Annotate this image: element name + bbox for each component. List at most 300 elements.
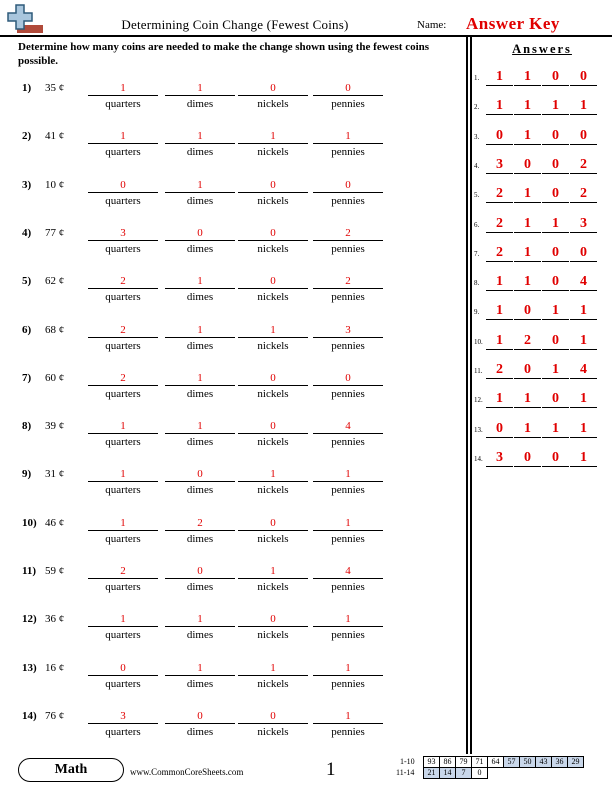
coin-label: dimes bbox=[186, 98, 214, 110]
answer-value: 4 bbox=[570, 273, 597, 291]
coin-answer: 1 bbox=[197, 371, 203, 384]
problem-amount: 60 ¢ bbox=[45, 371, 65, 384]
instructions: Determine how many coins are needed to make the change shown using the fewest coins possible. bbox=[18, 41, 430, 67]
coin-label: nickels bbox=[257, 677, 289, 690]
answer-value: 0 bbox=[570, 244, 597, 262]
answer-value: 2 bbox=[514, 332, 541, 350]
problem-number: 10) bbox=[22, 516, 37, 529]
coin-slot bbox=[165, 372, 235, 401]
coin-slot bbox=[238, 324, 308, 353]
coin-slot bbox=[88, 468, 158, 497]
problem-number: 4) bbox=[22, 226, 32, 239]
coin-answer: 1 bbox=[270, 565, 276, 577]
score-cell: 64 bbox=[488, 757, 504, 768]
coin-label: quarters bbox=[105, 581, 141, 593]
coin-answer: 0 bbox=[270, 516, 276, 529]
answer-line bbox=[165, 723, 235, 724]
coin-answer: 3 bbox=[120, 709, 126, 722]
answer-line bbox=[238, 143, 308, 144]
problem-amount: 35 ¢ bbox=[45, 82, 65, 94]
coin-label: pennies bbox=[331, 98, 365, 110]
answer-line bbox=[165, 675, 235, 676]
answer-value: 2 bbox=[570, 156, 597, 174]
answer-number: 14. bbox=[474, 454, 483, 463]
coin-answer: 0 bbox=[270, 371, 276, 384]
coin-slot bbox=[165, 324, 235, 353]
answer-value: 0 bbox=[542, 273, 569, 291]
answers-heading: Answers bbox=[512, 42, 572, 56]
coin-answer: 1 bbox=[345, 613, 351, 626]
score-cell: 29 bbox=[568, 757, 584, 768]
answer-line bbox=[165, 481, 235, 482]
answer-line bbox=[165, 240, 235, 241]
coin-answer: 0 bbox=[270, 178, 276, 191]
coin-answer: 0 bbox=[270, 226, 276, 239]
problem-number: 14) bbox=[22, 709, 37, 722]
coin-answer: 0 bbox=[120, 661, 126, 674]
answer-number: 3. bbox=[474, 132, 480, 141]
score-cell: 36 bbox=[552, 757, 568, 768]
problem-amount: 76 ¢ bbox=[45, 709, 65, 722]
answer-value: 0 bbox=[514, 302, 541, 320]
coin-slot bbox=[238, 82, 308, 111]
coin-answer: 1 bbox=[197, 130, 203, 143]
answer-value: 2 bbox=[570, 185, 597, 203]
answer-line bbox=[88, 143, 158, 144]
answer-value: 4 bbox=[570, 361, 597, 379]
coin-label: dimes bbox=[186, 242, 214, 255]
coin-slot bbox=[238, 227, 308, 256]
answer-line bbox=[238, 675, 308, 676]
coin-slot bbox=[88, 227, 158, 256]
answer-value: 0 bbox=[542, 390, 569, 408]
answer-value: 1 bbox=[514, 273, 541, 291]
score-table bbox=[423, 756, 584, 779]
answer-value: 1 bbox=[542, 97, 569, 115]
coin-slot bbox=[313, 372, 383, 401]
coin-slot bbox=[313, 613, 383, 642]
coin-label: dimes bbox=[186, 291, 214, 304]
problem-amount: 68 ¢ bbox=[45, 323, 65, 336]
answer-number: 1. bbox=[474, 74, 480, 82]
coin-label: dimes bbox=[186, 581, 214, 593]
coin-answer: 0 bbox=[270, 709, 276, 722]
answer-row bbox=[474, 97, 610, 117]
coin-slot bbox=[313, 179, 383, 208]
coin-label: nickels bbox=[257, 242, 289, 255]
coin-answer: 2 bbox=[120, 323, 126, 336]
answer-line bbox=[165, 578, 235, 579]
answer-line bbox=[313, 95, 383, 96]
coin-label: nickels bbox=[257, 194, 289, 207]
answer-line bbox=[165, 626, 235, 627]
coin-slot bbox=[165, 82, 235, 111]
problem-row bbox=[0, 179, 466, 223]
score-row-label: 1-10 bbox=[400, 757, 415, 766]
coin-slot bbox=[238, 372, 308, 401]
answer-line bbox=[238, 95, 308, 96]
answer-line bbox=[313, 723, 383, 724]
problem-amount: 46 ¢ bbox=[45, 516, 65, 529]
answer-value: 1 bbox=[514, 390, 541, 408]
score-row bbox=[424, 757, 584, 768]
answer-line bbox=[238, 578, 308, 579]
coin-slot bbox=[238, 710, 308, 739]
page-number: 1 bbox=[326, 759, 336, 780]
answer-line bbox=[165, 143, 235, 144]
problem-number: 12) bbox=[22, 613, 37, 626]
coin-slot bbox=[88, 613, 158, 642]
coin-slot bbox=[88, 82, 158, 111]
coin-label: quarters bbox=[105, 98, 141, 110]
coin-answer: 1 bbox=[345, 468, 351, 481]
answer-line bbox=[165, 433, 235, 434]
coin-label: pennies bbox=[331, 581, 365, 593]
problem-row bbox=[0, 710, 466, 754]
answer-number: 7. bbox=[474, 249, 480, 258]
answer-line bbox=[88, 578, 158, 579]
coin-slot bbox=[165, 227, 235, 256]
coin-label: quarters bbox=[105, 484, 141, 497]
coin-slot bbox=[88, 372, 158, 401]
coin-slot bbox=[238, 613, 308, 642]
answer-line bbox=[238, 481, 308, 482]
answer-line bbox=[88, 481, 158, 482]
answer-line bbox=[313, 240, 383, 241]
score-cell: 71 bbox=[472, 757, 488, 768]
answer-line bbox=[88, 675, 158, 676]
coin-slot bbox=[88, 662, 158, 691]
answer-line bbox=[313, 481, 383, 482]
score-cell: 79 bbox=[456, 757, 472, 768]
score-cell-empty bbox=[536, 768, 552, 779]
column-divider bbox=[470, 36, 472, 754]
coin-slot bbox=[238, 130, 308, 159]
answer-value: 0 bbox=[570, 68, 597, 86]
answer-line bbox=[165, 530, 235, 531]
answer-row bbox=[474, 332, 610, 352]
problem-number: 9) bbox=[22, 468, 32, 481]
answer-line bbox=[238, 337, 308, 338]
answer-line bbox=[313, 626, 383, 627]
coin-answer: 0 bbox=[270, 613, 276, 626]
coin-answer: 0 bbox=[197, 565, 203, 577]
coin-answer: 1 bbox=[120, 613, 126, 626]
problem-number: 1) bbox=[22, 82, 32, 94]
coin-label: nickels bbox=[257, 98, 289, 110]
problem-number: 3) bbox=[22, 178, 32, 191]
problem-row bbox=[0, 227, 466, 271]
score-cell: 21 bbox=[424, 768, 440, 779]
score-cell: 86 bbox=[440, 757, 456, 768]
answer-row bbox=[474, 390, 610, 410]
coin-slot bbox=[313, 420, 383, 449]
coin-answer: 4 bbox=[345, 565, 351, 577]
coin-answer: 0 bbox=[197, 226, 203, 239]
coin-answer: 0 bbox=[197, 709, 203, 722]
answer-row bbox=[474, 68, 610, 88]
answer-value: 0 bbox=[542, 185, 569, 203]
problem-row bbox=[0, 275, 466, 319]
coin-slot bbox=[313, 82, 383, 111]
answer-line bbox=[313, 192, 383, 193]
coin-label: pennies bbox=[331, 436, 365, 449]
coin-label: pennies bbox=[331, 725, 365, 738]
coin-answer: 1 bbox=[197, 420, 203, 433]
coin-slot bbox=[313, 662, 383, 691]
coin-label: nickels bbox=[257, 725, 289, 738]
answer-line bbox=[165, 337, 235, 338]
coin-label: quarters bbox=[105, 436, 141, 449]
answer-line bbox=[313, 385, 383, 386]
coin-label: dimes bbox=[186, 146, 214, 159]
coin-slot bbox=[313, 517, 383, 546]
coin-slot bbox=[88, 420, 158, 449]
answer-number: 12. bbox=[474, 396, 483, 405]
answer-line bbox=[238, 385, 308, 386]
answer-line bbox=[88, 192, 158, 193]
coin-label: pennies bbox=[331, 532, 365, 545]
problem-row bbox=[0, 420, 466, 464]
coin-label: nickels bbox=[257, 581, 289, 593]
score-row-label: 11-14 bbox=[396, 768, 415, 777]
answer-row bbox=[474, 127, 610, 147]
coin-slot bbox=[88, 130, 158, 159]
score-cell-empty bbox=[504, 768, 520, 779]
coin-label: quarters bbox=[105, 242, 141, 255]
answer-value: 0 bbox=[542, 244, 569, 262]
problem-amount: 16 ¢ bbox=[45, 661, 65, 674]
answer-value: 1 bbox=[570, 97, 597, 115]
problem-row bbox=[0, 662, 466, 706]
answer-value: 0 bbox=[514, 449, 541, 467]
answer-line bbox=[88, 723, 158, 724]
answer-line bbox=[165, 385, 235, 386]
coin-answer: 1 bbox=[197, 275, 203, 288]
answer-value: 1 bbox=[514, 97, 541, 115]
coin-slot bbox=[88, 710, 158, 739]
answer-line bbox=[313, 433, 383, 434]
answer-value: 2 bbox=[486, 215, 513, 233]
answer-line bbox=[165, 288, 235, 289]
problem-number: 13) bbox=[22, 661, 37, 674]
answer-line bbox=[238, 240, 308, 241]
coin-answer: 1 bbox=[197, 613, 203, 626]
answer-value: 1 bbox=[570, 302, 597, 320]
coin-answer: 4 bbox=[345, 420, 351, 433]
coin-slot bbox=[165, 565, 235, 594]
coin-slot bbox=[238, 468, 308, 497]
coin-answer: 3 bbox=[120, 226, 126, 239]
answer-value: 1 bbox=[486, 390, 513, 408]
coin-answer: 2 bbox=[120, 565, 126, 577]
coin-answer: 0 bbox=[120, 178, 126, 191]
answer-value: 3 bbox=[570, 215, 597, 233]
coin-answer: 1 bbox=[197, 661, 203, 674]
coin-label: nickels bbox=[257, 146, 289, 159]
answer-value: 1 bbox=[486, 68, 513, 86]
coin-label: dimes bbox=[186, 532, 214, 545]
coin-answer: 1 bbox=[120, 468, 126, 481]
coin-slot bbox=[238, 517, 308, 546]
answer-key-label: Answer Key bbox=[466, 14, 560, 33]
problem-number: 2) bbox=[22, 130, 32, 143]
coin-slot bbox=[165, 179, 235, 208]
coin-label: nickels bbox=[257, 484, 289, 497]
answer-line bbox=[238, 433, 308, 434]
problem-amount: 39 ¢ bbox=[45, 420, 65, 433]
answer-line bbox=[313, 288, 383, 289]
answer-row bbox=[474, 361, 610, 381]
coin-label: quarters bbox=[105, 629, 141, 642]
answer-value: 1 bbox=[542, 302, 569, 320]
coin-answer: 0 bbox=[345, 178, 351, 191]
answer-value: 3 bbox=[486, 156, 513, 174]
coin-label: quarters bbox=[105, 291, 141, 304]
answer-value: 0 bbox=[514, 156, 541, 174]
answer-value: 2 bbox=[486, 185, 513, 203]
answer-line bbox=[88, 288, 158, 289]
coin-answer: 1 bbox=[120, 130, 126, 143]
coin-answer: 1 bbox=[345, 661, 351, 674]
answer-line bbox=[88, 530, 158, 531]
answer-row bbox=[474, 244, 610, 264]
coin-answer: 2 bbox=[197, 516, 203, 529]
coin-slot bbox=[88, 275, 158, 304]
problem-amount: 62 ¢ bbox=[45, 275, 65, 288]
coin-answer: 1 bbox=[197, 82, 203, 94]
coin-label: dimes bbox=[186, 339, 214, 352]
coin-label: dimes bbox=[186, 194, 214, 207]
site-url: www.CommonCoreSheets.com bbox=[130, 767, 244, 777]
coin-slot bbox=[313, 565, 383, 594]
coin-answer: 1 bbox=[270, 661, 276, 674]
answer-value: 0 bbox=[542, 68, 569, 86]
answer-value: 1 bbox=[570, 390, 597, 408]
answer-row bbox=[474, 420, 610, 440]
coin-label: quarters bbox=[105, 725, 141, 738]
coin-answer: 1 bbox=[120, 82, 126, 94]
answer-value: 0 bbox=[570, 127, 597, 145]
answer-line bbox=[88, 385, 158, 386]
coin-answer: 1 bbox=[345, 516, 351, 529]
answer-value: 1 bbox=[486, 332, 513, 350]
coin-slot bbox=[238, 420, 308, 449]
problem-number: 5) bbox=[22, 275, 32, 288]
coin-label: nickels bbox=[257, 532, 289, 545]
answer-value: 1 bbox=[570, 449, 597, 467]
problem-number: 8) bbox=[22, 420, 32, 433]
answer-line bbox=[88, 95, 158, 96]
coin-slot bbox=[165, 420, 235, 449]
coin-label: dimes bbox=[186, 629, 214, 642]
answer-line bbox=[313, 675, 383, 676]
problem-row bbox=[0, 565, 466, 609]
coin-slot bbox=[238, 275, 308, 304]
coin-label: quarters bbox=[105, 532, 141, 545]
coin-slot bbox=[88, 324, 158, 353]
coin-label: quarters bbox=[105, 194, 141, 207]
answer-row bbox=[474, 449, 610, 469]
answer-value: 1 bbox=[514, 244, 541, 262]
answer-value: 0 bbox=[514, 361, 541, 379]
coin-answer: 2 bbox=[120, 275, 126, 288]
coin-slot bbox=[165, 710, 235, 739]
coin-answer: 2 bbox=[345, 226, 351, 239]
answer-line bbox=[313, 143, 383, 144]
coin-slot bbox=[165, 613, 235, 642]
coin-slot bbox=[88, 565, 158, 594]
coin-slot bbox=[165, 662, 235, 691]
coin-slot bbox=[313, 227, 383, 256]
score-row bbox=[424, 768, 584, 779]
coin-label: nickels bbox=[257, 387, 289, 400]
answer-value: 0 bbox=[486, 127, 513, 145]
answer-number: 11. bbox=[474, 367, 483, 375]
coin-answer: 1 bbox=[270, 323, 276, 336]
problem-row bbox=[0, 372, 466, 416]
coin-label: pennies bbox=[331, 484, 365, 497]
coin-slot bbox=[88, 179, 158, 208]
answer-row bbox=[474, 273, 610, 293]
answer-value: 0 bbox=[542, 127, 569, 145]
answer-value: 1 bbox=[542, 215, 569, 233]
answer-line bbox=[88, 240, 158, 241]
coin-answer: 1 bbox=[270, 468, 276, 481]
coin-label: nickels bbox=[257, 339, 289, 352]
answer-number: 6. bbox=[474, 220, 480, 229]
answer-number: 4. bbox=[474, 161, 480, 170]
answer-line bbox=[238, 723, 308, 724]
coin-label: pennies bbox=[331, 194, 365, 207]
answer-line bbox=[88, 626, 158, 627]
problem-amount: 41 ¢ bbox=[45, 130, 65, 143]
coin-answer: 1 bbox=[345, 709, 351, 722]
problem-number: 6) bbox=[22, 323, 32, 336]
coin-slot bbox=[313, 130, 383, 159]
coin-slot bbox=[165, 275, 235, 304]
answer-value: 1 bbox=[570, 332, 597, 350]
coin-label: pennies bbox=[331, 629, 365, 642]
answer-value: 1 bbox=[514, 68, 541, 86]
coin-answer: 1 bbox=[197, 323, 203, 336]
column-divider bbox=[466, 36, 468, 754]
score-cell-empty bbox=[488, 768, 504, 779]
coin-label: dimes bbox=[186, 436, 214, 449]
coin-answer: 1 bbox=[120, 516, 126, 529]
answer-value: 0 bbox=[542, 449, 569, 467]
coin-label: pennies bbox=[331, 677, 365, 690]
coin-answer: 1 bbox=[270, 130, 276, 143]
answer-row bbox=[474, 302, 610, 322]
coin-slot bbox=[313, 710, 383, 739]
coin-slot bbox=[88, 517, 158, 546]
problem-amount: 77 ¢ bbox=[45, 226, 65, 239]
answer-number: 9. bbox=[474, 308, 480, 317]
answer-value: 1 bbox=[514, 420, 541, 438]
answer-value: 1 bbox=[570, 420, 597, 438]
problem-amount: 59 ¢ bbox=[45, 565, 65, 577]
answer-value: 1 bbox=[486, 273, 513, 291]
coin-answer: 0 bbox=[197, 468, 203, 481]
answer-line bbox=[313, 530, 383, 531]
coin-label: dimes bbox=[186, 725, 214, 738]
score-cell-empty bbox=[552, 768, 568, 779]
coin-label: dimes bbox=[186, 387, 214, 400]
score-cell-empty bbox=[568, 768, 584, 779]
answer-value: 1 bbox=[514, 185, 541, 203]
answer-line bbox=[238, 626, 308, 627]
